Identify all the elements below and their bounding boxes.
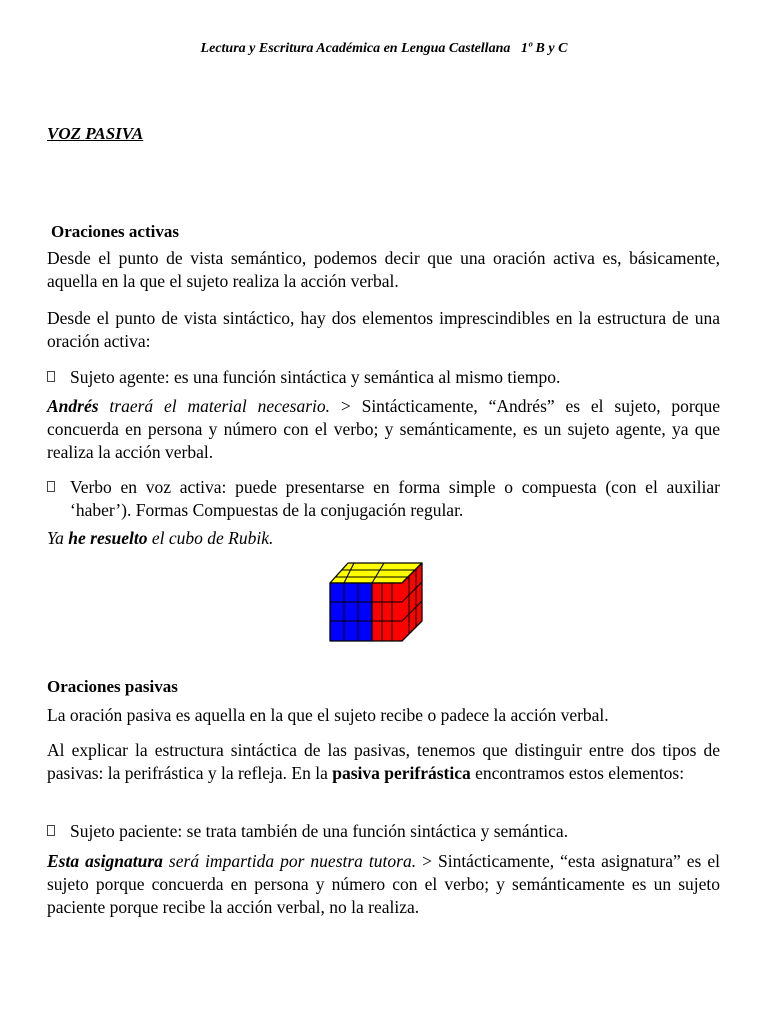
cube-left-face: [330, 583, 372, 641]
pasivas-bullet-sujeto-paciente: [47, 820, 720, 843]
activas-paragraph-1: Desde el punto de vista semántico, podemos decir que una oración activa es, básicamente, aquella en la que el sujeto realiza la acción verbal.: [47, 248, 720, 291]
activas-paragraph-2: Desde el punto de vista sintáctico, hay dos elementos imprescindibles en la estructura de una oración activa:: [47, 308, 720, 351]
pasivas-paragraph-1: La oración pasiva es aquella en la que el sujeto recibe o padece la acción verbal.: [47, 705, 609, 725]
paragraph-text-end: encontramos estos elementos:: [470, 763, 685, 783]
activas-example-2: [47, 527, 720, 550]
example-post: el cubo de Rubik.: [147, 528, 274, 548]
bullet-marker-icon: [47, 481, 55, 492]
pasivas-paragraph-2: [47, 739, 720, 785]
example-verb: he resuelto: [68, 528, 148, 548]
bullet-text: Verbo en voz activa: puede presentarse en forma simple o compuesta (con el auxiliar ‘haber’). Formas Compuestas de la conjugación regular.: [70, 477, 720, 520]
pasivas-example-1: [47, 850, 720, 919]
section-title: VOZ PASIVA: [47, 124, 144, 143]
heading-oraciones-activas: Oraciones activas: [51, 222, 179, 241]
heading-oraciones-pasivas: Oraciones pasivas: [47, 677, 178, 696]
example-predicate: traerá el material necesario.: [98, 396, 331, 416]
page-header: Lectura y Escritura Académica en Lengua Castellana 1º B y C: [200, 41, 568, 56]
rubiks-cube-icon: [328, 561, 424, 643]
example-subject: Andrés: [47, 396, 99, 416]
bullet-text: Sujeto agente: es una función sintáctica y semántica al mismo tiempo.: [70, 367, 561, 387]
activas-example-1: [47, 395, 720, 464]
bullet-marker-icon: [47, 371, 55, 382]
paragraph-bold-term: pasiva perifrástica: [332, 763, 471, 783]
example-pre: Ya: [47, 528, 69, 548]
example-explanation: > Sintácticamente, “esta asignatura” es el sujeto porque concuerda en persona y número con el verbo; y semánticamente es un sujeto paciente porque recibe la acción verbal, no la realiza.: [47, 851, 720, 917]
example-predicate: será impartida por nuestra tutora.: [162, 851, 417, 871]
paragraph-text: Al explicar la estructura sintáctica de las pasivas, tenemos que distinguir entre dos tipos de pasivas: la perifrástica y la refleja. En la: [47, 740, 720, 783]
activas-bullet-verbo-voz-activa: [47, 476, 720, 522]
activas-bullet-sujeto-agente: [47, 366, 720, 389]
example-subject: Esta asignatura: [47, 851, 163, 871]
bullet-marker-icon: [47, 825, 55, 836]
example-explanation: > Sintácticamente, “Andrés” es el sujeto, porque concuerda en persona y número con el verbo; y semánticamente, es un sujeto agente, ya que realiza la acción verbal.: [47, 396, 721, 462]
bullet-text: Sujeto paciente: se trata también de una función sintáctica y semántica.: [70, 821, 569, 841]
